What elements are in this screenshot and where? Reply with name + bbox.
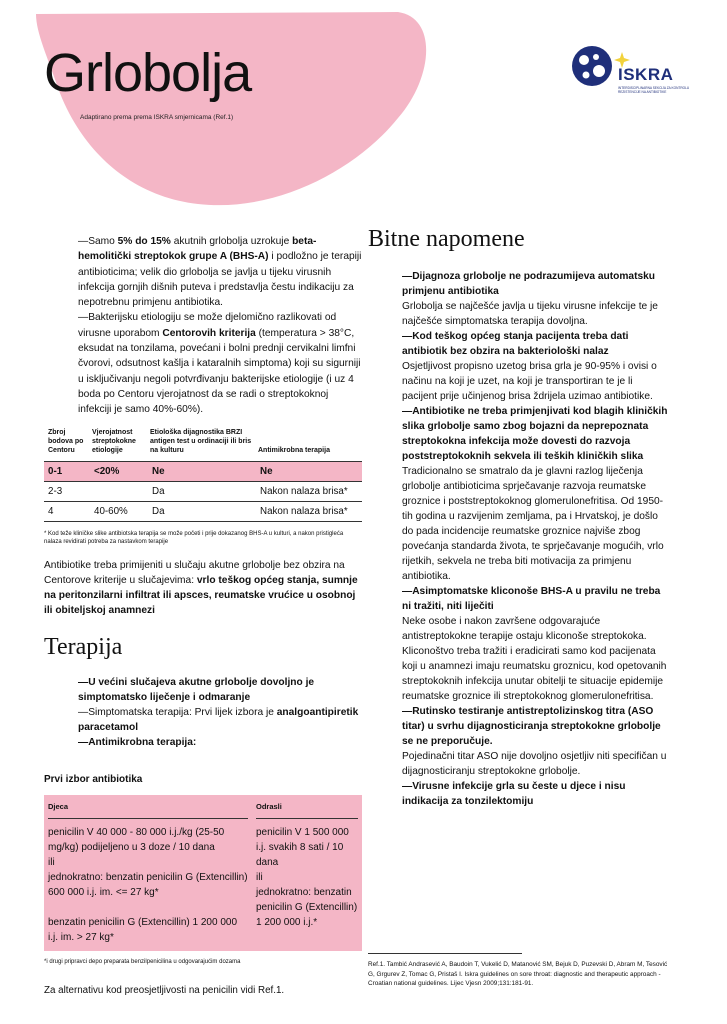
table-cell: 0-1 [44,461,92,481]
list-item-text: Neke osobe i nakon završene odgovarajuće antistreptokokne terapije ostaju kliconoše streptokoka. Kliconoštvo treba tražiti i eradicirati samo kod pacijenata koji u anamnezi imaju reumatsku groznicu, kod opetovanih streptokoknih infekcija unutar obitelji te situacije epidemije reumatske groznice ili streptokoknog glomerulonefritisa. [402,616,667,702]
antibiotics-adults-column [252,795,362,951]
list-item-heading: —Kod teškog općeg stanja pacijenta treba dati antibiotik bez obzira na bakteriološki nalaz [402,331,629,357]
adults-line: jednokratno: benzatin penicilin G (Extencillin) 1 200 000 i.j.* [256,886,358,928]
logo-tagline: INTERDISCIPLINARNA SEKCIJA ZA KONTROLU REZISTENCIJE NA ANTIBIOTIKE [618,86,690,94]
list-item-heading: —Dijagnoza grlobolje ne podrazumijeva automatsku primjenu antibiotika [402,271,656,297]
intro-p2-text-1: —Bakterijsku etiologiju se može djelomično razlikovati od virusne uporabom [78,312,337,339]
antibiotics-children-column [44,795,252,951]
page-title: Grlobolja [44,43,252,103]
intro-section [44,234,362,418]
centor-header-score: Zbroj bodova po Centoru [44,428,92,462]
children-line: ili [48,856,55,868]
intro-p1-text-3: i podložno je terapiji antibioticima; velik dio grlobolja se javlja u tijeku virusnih infekcija gornjih dišnih puteva i predstavlja čestu indikaciju za nepotrebnu primjenu antibiotika. [78,251,362,309]
bitne-list [368,269,668,809]
centor-table [44,428,362,522]
centor-header-diagnostics: Etiološka dijagnostika BRZI antigen test u ordinaciji ili bris na kulturu [150,428,258,462]
table-cell: <20% [92,461,150,481]
antibiotics-children-header: Djeca [48,799,248,819]
centor-table-note: * Kod teže kliničke slike antibiotska terapija se može početi i prije dokazanog BHS-A u kulturi, a nakon pristigleća nalaza revidirati potreba za nastavkom terapije [44,530,344,545]
centor-header-probability: Vjerojatnost streptokokne etiologije [92,428,150,462]
antibiotics-title: Prvi izbor antibiotika [44,773,143,785]
adults-line: penicilin V 1 500 000 i.j. svakih 8 sati / 10 dana [256,826,349,868]
list-item [402,584,668,704]
list-item [402,704,668,779]
table-cell [92,481,150,501]
intro-p1-text-1: —Samo [78,236,118,247]
list-item [402,329,668,404]
table-cell: Da [150,481,258,501]
list-item-text: Osjetljivost propisno uzetog brisa grla je 90-95% i ovisi o načinu na koji je uzet, na koji je transportiran te je li pacijent prije učinjenog brisa ždrijela uzimao antibiotike. [402,361,657,402]
list-item-heading: —Antibiotike ne treba primjenjivati kod blagih kliničkih slika grlobolje samo zbog bojazni da neprepoznata streptokokna infekcija može dovesti do razvoja poststreptokoknih sekvela ili teških kliničkih slika [402,406,668,462]
list-item [402,269,668,329]
terapija-item-2 [78,705,362,735]
table-cell: Nakon nalaza brisa* [258,501,362,521]
children-line: benzatin penicilin G (Extencillin) 1 200 000 i.j. im. > 27 kg* [48,916,237,943]
list-item-text: Tradicionalno se smatralo da je glavni razlog liječenja grlobolje antibioticima sprječavanje razvoja reumatske groznice i poststreptokoknog glomerulonefritisa. Od 1950-tih godina u razvijenim zemljama, pa i Hrvatskoj, je došlo do pada incidencije reumatske groznice najviše zbog povećanja standarda života, te sprječavanje mogućih, vrlo rijetkih, sekvela ne treba biti motivacija za primjenu antibiotika. [402,466,664,582]
page-subtitle: Adaptirano prema prema ISKRA smjernicama (Ref.1) [80,114,234,121]
children-line: jednokratno: benzatin penicilin G (Extencillin) 600 000 i.j. im. <= 27 kg* [48,871,248,898]
list-item-heading: —Virusne infekcije grla su česte u djece i nisu indikacija za tonzilektomiju [402,781,626,807]
intro-p1-bold-1: 5% do 15% [117,236,171,247]
left-column [44,234,362,996]
table-cell: Ne [150,461,258,481]
table-cell: 40-60% [92,501,150,521]
terapija-item-3 [78,735,362,750]
centor-table-header [44,428,362,462]
list-item-heading: —Asimptomatske kliconoše BHS-A u pravilu ne treba ni tražiti, niti liječiti [402,586,661,612]
antibiotics-note: *i drugi pripravci depo preparata benzilpenicilina u odgovarajućim dozama [44,958,241,965]
table-cell: 4 [44,501,92,521]
table-cell: 2-3 [44,481,92,501]
table-cell: Nakon nalaza brisa* [258,481,362,501]
list-item [402,404,668,584]
table-cell: Da [150,501,258,521]
list-item-heading: —Rutinsko testiranje antistreptolizinskog titra (ASO titar) u svrhu dijagnosticiranja streptokokne grlobolje se ne preporučuje. [402,706,661,747]
list-item-text: Pojedinačni titar ASO nije dovoljno osjetljiv niti specifičan u dijagnosticiranju streptokokne grlobolje. [402,751,667,777]
antibiotics-footer: Za alternativu kod preosjetljivosti na penicilin vidi Ref.1. [44,984,285,996]
table-row [44,501,362,521]
acute-para-text: Antibiotike treba primijeniti u slučaju akutne grlobolje bez obzira na Centorove kriterije u slučajevima: [44,559,345,586]
table-cell: Ne [258,461,362,481]
terapija-item-2-bold: analgoantipiretik paracetamol [78,706,359,733]
intro-p1-text-2: akutnih grlobolja uzrokuje [170,236,293,247]
terapija-heading: Terapija [44,633,123,660]
acute-therapy-paragraph [44,558,362,618]
intro-p2-text-2: (temperatura > 38°C, eksudat na tonzilama, povećani i bolni prednji cervikalni limfni čvorovi, odsutnost kašlja i kataralnih simptoma) koji su sigurniji u isključivanju negoli potvrđivanju bakterijske etiologije (i uz 4 boda po Centoru vjerojatnost da se radi o streptokoknoj infekciji je samo 40%-60%). [78,327,361,416]
right-column [368,226,668,809]
table-row [44,481,362,501]
header-blob [28,8,428,208]
terapija-item-1 [78,675,362,705]
intro-paragraph-1 [78,234,362,310]
terapija-list [44,675,362,750]
terapija-item-3-bold: —Antimikrobna terapija: [78,736,197,748]
intro-p2-bold-1: Centorovih kriterija [162,327,256,339]
centor-header-therapy: Antimikrobna terapija [258,428,362,462]
reference-divider [368,953,522,954]
reference-text: Ref.1. Tambić Andrasević A, Baudoin T, Vukelić D, Matanović SM, Bejuk D, Puzevski D, Abram M, Tesović G, Grgurev Z, Tomac G, Pristaš I. Iskra guidelines on sore throat: diagnostic and therapeutic approach - Croatian national guidelines. Lijec Vjesn 2009;131:181-91. [368,961,668,987]
list-item [402,779,668,809]
terapija-item-1-bold: —U većini slučajeva akutne grlobolje dovoljno je simptomatsko liječenje i odmaranje [78,676,315,703]
intro-paragraph-2 [78,310,362,417]
bitne-heading: Bitne napomene [368,226,525,252]
antibiotics-adults-header: Odrasli [256,799,358,819]
table-row [44,461,362,481]
list-item-text: Grlobolja se najčešće javlja u tijeku virusne infekcije te je najčešće simptomatska terapija dovoljna. [402,301,658,327]
antibiotics-table [44,795,362,951]
terapija-item-2-text: —Simptomatska terapija: Prvi lijek izbora je [78,706,277,718]
acute-para-bold: vrlo teškog općeg stanja, sumnje na peritonzilarni infiltrat ili apsces, reumatske vrućice u osobnoj ili obiteljskoj anamnezi [44,574,358,616]
intro-p1-bold-2: beta-hemolitički streptokok grupe A (BHS-A) [78,236,317,263]
children-line: penicilin V 40 000 - 80 000 i.j./kg (25-50 mg/kg) podijeljeno u 3 doze / 10 dana [48,826,225,853]
adults-line: ili [256,871,263,883]
logo-name: ISKRA [618,65,674,84]
